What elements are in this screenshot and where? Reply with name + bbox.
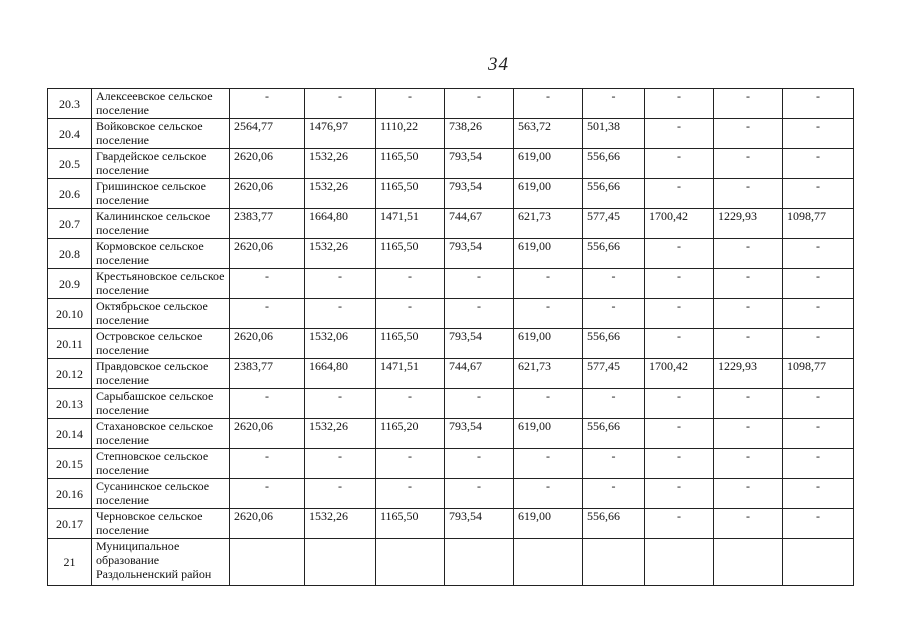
settlement-name-cell: Алексеевское сельское поселение	[92, 89, 230, 119]
row-number-cell: 20.17	[48, 509, 92, 539]
page-number: 34	[488, 54, 509, 75]
table-body	[48, 89, 854, 586]
value-cell	[783, 539, 854, 586]
settlement-name-cell: Степновское сельское поселение	[92, 449, 230, 479]
value-cell: -	[714, 149, 783, 179]
value-cell: 1165,50	[376, 179, 445, 209]
value-cell: 1471,51	[376, 359, 445, 389]
value-cell	[305, 539, 376, 586]
value-cell: 621,73	[514, 209, 583, 239]
value-cell: -	[445, 449, 514, 479]
value-cell: -	[714, 479, 783, 509]
value-cell: -	[376, 89, 445, 119]
value-cell: 2620,06	[230, 149, 305, 179]
row-number-cell: 20.7	[48, 209, 92, 239]
value-cell: -	[376, 449, 445, 479]
row-number-cell: 20.6	[48, 179, 92, 209]
value-cell: -	[583, 89, 645, 119]
value-cell: 619,00	[514, 239, 583, 269]
value-cell: -	[376, 389, 445, 419]
value-cell	[445, 539, 514, 586]
row-number-cell: 20.3	[48, 89, 92, 119]
value-cell: 1664,80	[305, 209, 376, 239]
value-cell: 793,54	[445, 329, 514, 359]
table-row	[48, 449, 854, 479]
value-cell: -	[645, 479, 714, 509]
value-cell: -	[645, 89, 714, 119]
value-cell: -	[583, 449, 645, 479]
value-cell: 556,66	[583, 419, 645, 449]
row-number-cell: 20.5	[48, 149, 92, 179]
value-cell: 2620,06	[230, 179, 305, 209]
table-row	[48, 479, 854, 509]
value-cell: -	[445, 269, 514, 299]
row-number-cell: 20.11	[48, 329, 92, 359]
value-cell: -	[714, 419, 783, 449]
value-cell: -	[783, 389, 854, 419]
value-cell: 2383,77	[230, 359, 305, 389]
settlement-name-cell: Октябрьское сельское поселение	[92, 299, 230, 329]
value-cell	[645, 539, 714, 586]
value-cell: -	[714, 239, 783, 269]
value-cell: 2620,06	[230, 509, 305, 539]
value-cell	[230, 539, 305, 586]
value-cell: 1165,50	[376, 149, 445, 179]
table-row	[48, 269, 854, 299]
value-cell: -	[445, 89, 514, 119]
value-cell: -	[714, 329, 783, 359]
value-cell: 793,54	[445, 419, 514, 449]
value-cell: 2620,06	[230, 329, 305, 359]
value-cell: -	[514, 389, 583, 419]
value-cell: 501,38	[583, 119, 645, 149]
value-cell: -	[230, 89, 305, 119]
value-cell: -	[445, 299, 514, 329]
value-cell: -	[783, 149, 854, 179]
value-cell: -	[714, 269, 783, 299]
value-cell	[376, 539, 445, 586]
value-cell: -	[514, 89, 583, 119]
value-cell: -	[514, 269, 583, 299]
value-cell: -	[305, 479, 376, 509]
row-number-cell: 20.4	[48, 119, 92, 149]
value-cell: -	[445, 389, 514, 419]
value-cell: 619,00	[514, 419, 583, 449]
value-cell: 2620,06	[230, 239, 305, 269]
value-cell: -	[583, 299, 645, 329]
value-cell: -	[783, 89, 854, 119]
value-cell: 1165,50	[376, 239, 445, 269]
value-cell: -	[230, 389, 305, 419]
row-number-cell: 20.10	[48, 299, 92, 329]
value-cell	[514, 539, 583, 586]
settlement-name-cell: Стахановское сельское поселение	[92, 419, 230, 449]
row-number-cell: 20.9	[48, 269, 92, 299]
value-cell	[714, 539, 783, 586]
settlement-name-cell: Черновское сельское поселение	[92, 509, 230, 539]
value-cell: -	[583, 269, 645, 299]
value-cell: 1110,22	[376, 119, 445, 149]
settlement-name-cell: Островское сельское поселение	[92, 329, 230, 359]
settlement-name-cell: Сусанинское сельское поселение	[92, 479, 230, 509]
settlement-name-cell: Крестьяновское сельское поселение	[92, 269, 230, 299]
value-cell: 556,66	[583, 179, 645, 209]
value-cell: 1229,93	[714, 209, 783, 239]
row-number-cell: 21	[48, 539, 92, 586]
value-cell: 1532,26	[305, 509, 376, 539]
table-row	[48, 209, 854, 239]
settlement-name-cell: Гришинское сельское поселение	[92, 179, 230, 209]
value-cell: 744,67	[445, 209, 514, 239]
value-cell: 619,00	[514, 509, 583, 539]
value-cell: -	[714, 179, 783, 209]
row-number-cell: 20.13	[48, 389, 92, 419]
value-cell: -	[714, 449, 783, 479]
value-cell: 744,67	[445, 359, 514, 389]
value-cell: 793,54	[445, 239, 514, 269]
value-cell: 1700,42	[645, 359, 714, 389]
value-cell: -	[305, 269, 376, 299]
value-cell: -	[783, 119, 854, 149]
table-row	[48, 119, 854, 149]
row-number-cell: 20.16	[48, 479, 92, 509]
value-cell: 793,54	[445, 509, 514, 539]
value-cell: 1098,77	[783, 359, 854, 389]
table-row	[48, 389, 854, 419]
value-cell: 738,26	[445, 119, 514, 149]
value-cell: -	[645, 269, 714, 299]
settlement-name-cell: Калининское сельское поселение	[92, 209, 230, 239]
value-cell: 1532,26	[305, 239, 376, 269]
value-cell: -	[645, 299, 714, 329]
row-number-cell: 20.8	[48, 239, 92, 269]
value-cell: 556,66	[583, 329, 645, 359]
value-cell: -	[230, 479, 305, 509]
value-cell: 1700,42	[645, 209, 714, 239]
settlement-name-cell: Сарыбашское сельское поселение	[92, 389, 230, 419]
value-cell: -	[645, 119, 714, 149]
value-cell: 1532,26	[305, 179, 376, 209]
value-cell: -	[583, 389, 645, 419]
settlement-name-cell: Гвардейское сельское поселение	[92, 149, 230, 179]
value-cell: -	[376, 269, 445, 299]
value-cell: -	[230, 299, 305, 329]
settlement-name-cell: Муниципальное образование Раздольненский район	[92, 539, 230, 586]
value-cell: -	[514, 299, 583, 329]
value-cell: 556,66	[583, 509, 645, 539]
value-cell: -	[305, 89, 376, 119]
value-cell: -	[714, 299, 783, 329]
table-row	[48, 329, 854, 359]
value-cell: 619,00	[514, 179, 583, 209]
value-cell: 1471,51	[376, 209, 445, 239]
table-row	[48, 359, 854, 389]
value-cell: -	[305, 449, 376, 479]
value-cell: 1098,77	[783, 209, 854, 239]
row-number-cell: 20.14	[48, 419, 92, 449]
value-cell: 1229,93	[714, 359, 783, 389]
value-cell: -	[645, 509, 714, 539]
value-cell: 577,45	[583, 359, 645, 389]
table-row	[48, 149, 854, 179]
value-cell: -	[783, 479, 854, 509]
value-cell: -	[645, 329, 714, 359]
table-row	[48, 299, 854, 329]
value-cell: -	[514, 449, 583, 479]
value-cell: -	[583, 479, 645, 509]
value-cell: -	[645, 389, 714, 419]
value-cell: -	[376, 479, 445, 509]
value-cell: 2564,77	[230, 119, 305, 149]
value-cell: -	[305, 299, 376, 329]
settlement-name-cell: Правдовское сельское поселение	[92, 359, 230, 389]
value-cell: -	[783, 419, 854, 449]
value-cell: 1532,26	[305, 419, 376, 449]
value-cell: -	[645, 449, 714, 479]
value-cell: -	[783, 329, 854, 359]
value-cell: -	[783, 509, 854, 539]
value-cell: -	[645, 149, 714, 179]
settlement-name-cell: Кормовское сельское поселение	[92, 239, 230, 269]
value-cell: -	[445, 479, 514, 509]
value-cell: -	[645, 239, 714, 269]
row-number-cell: 20.12	[48, 359, 92, 389]
table-row	[48, 179, 854, 209]
table-row	[48, 239, 854, 269]
value-cell: 619,00	[514, 329, 583, 359]
value-cell: -	[645, 179, 714, 209]
value-cell: 2383,77	[230, 209, 305, 239]
value-cell: -	[230, 449, 305, 479]
tariff-table	[47, 88, 854, 586]
table-row	[48, 509, 854, 539]
table-row	[48, 539, 854, 586]
value-cell: 1532,06	[305, 329, 376, 359]
value-cell: -	[783, 239, 854, 269]
settlement-name-cell: Войковское сельское поселение	[92, 119, 230, 149]
value-cell: 563,72	[514, 119, 583, 149]
value-cell: 621,73	[514, 359, 583, 389]
value-cell: -	[714, 119, 783, 149]
value-cell: 793,54	[445, 179, 514, 209]
value-cell: 793,54	[445, 149, 514, 179]
value-cell: 556,66	[583, 239, 645, 269]
value-cell: 556,66	[583, 149, 645, 179]
value-cell: -	[305, 389, 376, 419]
value-cell: -	[714, 89, 783, 119]
value-cell: 2620,06	[230, 419, 305, 449]
value-cell	[583, 539, 645, 586]
table-row	[48, 89, 854, 119]
value-cell: -	[230, 269, 305, 299]
value-cell: -	[376, 299, 445, 329]
value-cell: 1165,50	[376, 509, 445, 539]
row-number-cell: 20.15	[48, 449, 92, 479]
value-cell: 1476,97	[305, 119, 376, 149]
value-cell: -	[714, 389, 783, 419]
value-cell: -	[783, 299, 854, 329]
value-cell: 1664,80	[305, 359, 376, 389]
value-cell: -	[714, 509, 783, 539]
value-cell: -	[783, 449, 854, 479]
value-cell: -	[645, 419, 714, 449]
table-row	[48, 419, 854, 449]
value-cell: 1532,26	[305, 149, 376, 179]
value-cell: -	[514, 479, 583, 509]
value-cell: 1165,20	[376, 419, 445, 449]
value-cell: -	[783, 269, 854, 299]
value-cell: 1165,50	[376, 329, 445, 359]
value-cell: 577,45	[583, 209, 645, 239]
value-cell: 619,00	[514, 149, 583, 179]
value-cell: -	[783, 179, 854, 209]
